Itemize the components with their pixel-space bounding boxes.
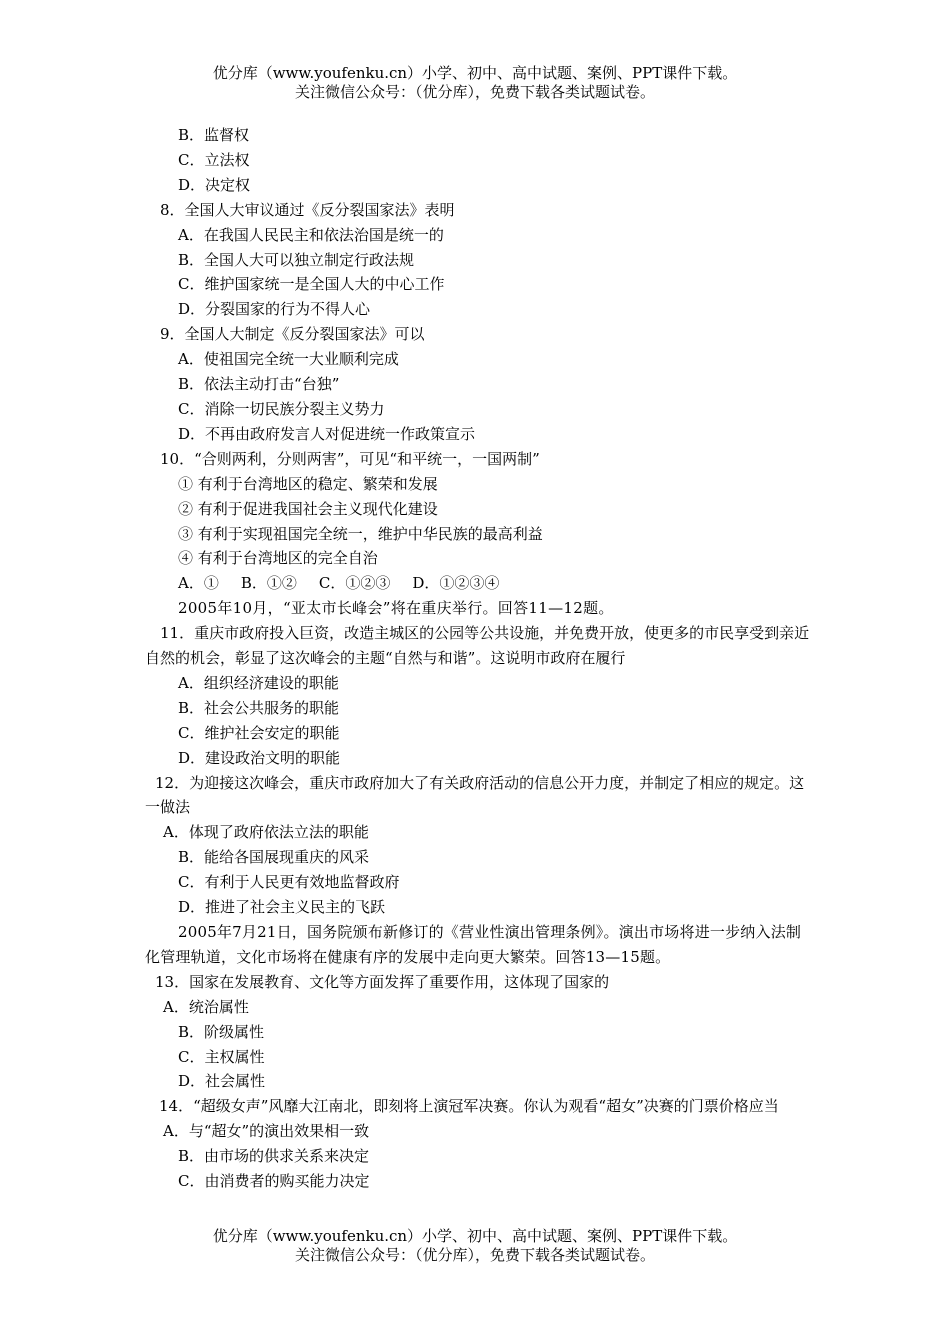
q7-option-c: C．立法权 (178, 150, 250, 169)
q8-option-a: A．在我国人民民主和依法治国是统一的 (178, 225, 444, 244)
q8-option-c: C．维护国家统一是全国人大的中心工作 (178, 275, 445, 294)
header-line-2: 关注微信公众号：（优分库），免费下载各类试题试卷。 (294, 83, 655, 101)
passage-intro-13-15: 2005年7月21日，国务院颁布新修订的《营业性演出管理条例》。演出市场将进一步纳入法制化管理轨道，文化市场将在健康有序的发展中走向更大繁荣。回答13—15题。 (145, 923, 802, 966)
q11-option-b: B．社会公共服务的职能 (178, 698, 340, 717)
header-line-1: 优分库（www.youfenku.cn）小学、初中、高中试题、案例、PPT课件下载。 (212, 64, 738, 82)
page-footer (0, 1227, 950, 1265)
question-14: 14．“超级女声”风靡大江南北，即刻将上演冠军决赛。你认为观看“超女”决赛的门票价格应当 (159, 1097, 779, 1116)
q7-option-b: B．监督权 (178, 126, 250, 144)
q8-option-b: B．全国人大可以独立制定行政法规 (178, 250, 415, 269)
question-12: 12．为迎接这次峰会，重庆市政府加大了有关政府活动的信息公开力度，并制定了相应的规定。这一做法 (145, 773, 805, 817)
q9-option-a: A．使祖国完全统一大业顺利完成 (178, 350, 399, 369)
q9-option-b: B．依法主动打击“台独” (178, 375, 340, 394)
footer-line-2: 关注微信公众号：（优分库），免费下载各类试题试卷。 (294, 1246, 655, 1264)
q10-item-4: ④ 有利于台湾地区的完全自治 (178, 549, 378, 568)
passage-intro-11-12: 2005年10月，“亚太市长峰会”将在重庆举行。回答11—12题。 (178, 599, 614, 618)
q7-option-d: D．决定权 (178, 175, 251, 194)
q11-option-d: D．建设政治文明的职能 (178, 748, 341, 767)
q11-option-a: A．组织经济建设的职能 (178, 673, 339, 692)
q13-option-c: C．主权属性 (178, 1047, 265, 1066)
q10-item-3: ③ 有利于实现祖国完全统一，维护中华民族的最高利益 (178, 524, 543, 543)
q12-option-c: C．有利于人民更有效地监督政府 (178, 873, 400, 892)
q10-item-2: ② 有利于促进我国社会主义现代化建设 (178, 499, 438, 518)
q14-option-a: A．与“超女”的演出效果相一致 (163, 1122, 370, 1141)
q13-option-d: D．社会属性 (178, 1072, 266, 1091)
exam-body (145, 123, 810, 1194)
q8-option-d: D．分裂国家的行为不得人心 (178, 300, 371, 319)
q10-choices (145, 571, 810, 596)
q10-choice-d: D．①②③④ (412, 574, 500, 593)
q10-choice-a: A．① (178, 574, 219, 593)
q10-choice-b: B．①② (240, 574, 297, 593)
q14-option-b: B．由市场的供求关系来决定 (178, 1147, 370, 1166)
question-10: 10．“合则两利，分则两害”，可见“和平统一，一国两制” (160, 449, 540, 468)
q13-option-a: A．统治属性 (163, 997, 249, 1016)
q12-option-d: D．推进了社会主义民主的飞跃 (178, 898, 386, 917)
question-11: 11．重庆市政府投入巨资，改造主城区的公园等公共设施，并免费开放，使更多的市民享受到亲近自然的机会，彰显了这次峰会的主题“自然与和谐”。这说明市政府在履行 (145, 624, 810, 668)
page-header (0, 64, 950, 102)
q11-option-c: C．维护社会安定的职能 (178, 723, 340, 742)
q9-option-d: D．不再由政府发言人对促进统一作政策宣示 (178, 424, 476, 443)
q9-option-c: C．消除一切民族分裂主义势力 (178, 399, 385, 418)
question-9: 9．全国人大制定《反分裂国家法》可以 (160, 325, 425, 344)
question-8: 8．全国人大审议通过《反分裂国家法》表明 (160, 200, 455, 219)
question-13: 13．国家在发展教育、文化等方面发挥了重要作用，这体现了国家的 (155, 972, 610, 991)
footer-line-1: 优分库（www.youfenku.cn）小学、初中、高中试题、案例、PPT课件下载。 (212, 1227, 738, 1245)
q14-option-c: C．由消费者的购买能力决定 (178, 1172, 370, 1191)
q10-item-1: ① 有利于台湾地区的稳定、繁荣和发展 (178, 474, 438, 493)
q13-option-b: B．阶级属性 (178, 1022, 265, 1041)
q10-choice-c: C．①②③ (318, 574, 391, 593)
q12-option-b: B．能给各国展现重庆的风采 (178, 848, 370, 867)
q12-option-a: A．体现了政府依法立法的职能 (163, 823, 369, 842)
